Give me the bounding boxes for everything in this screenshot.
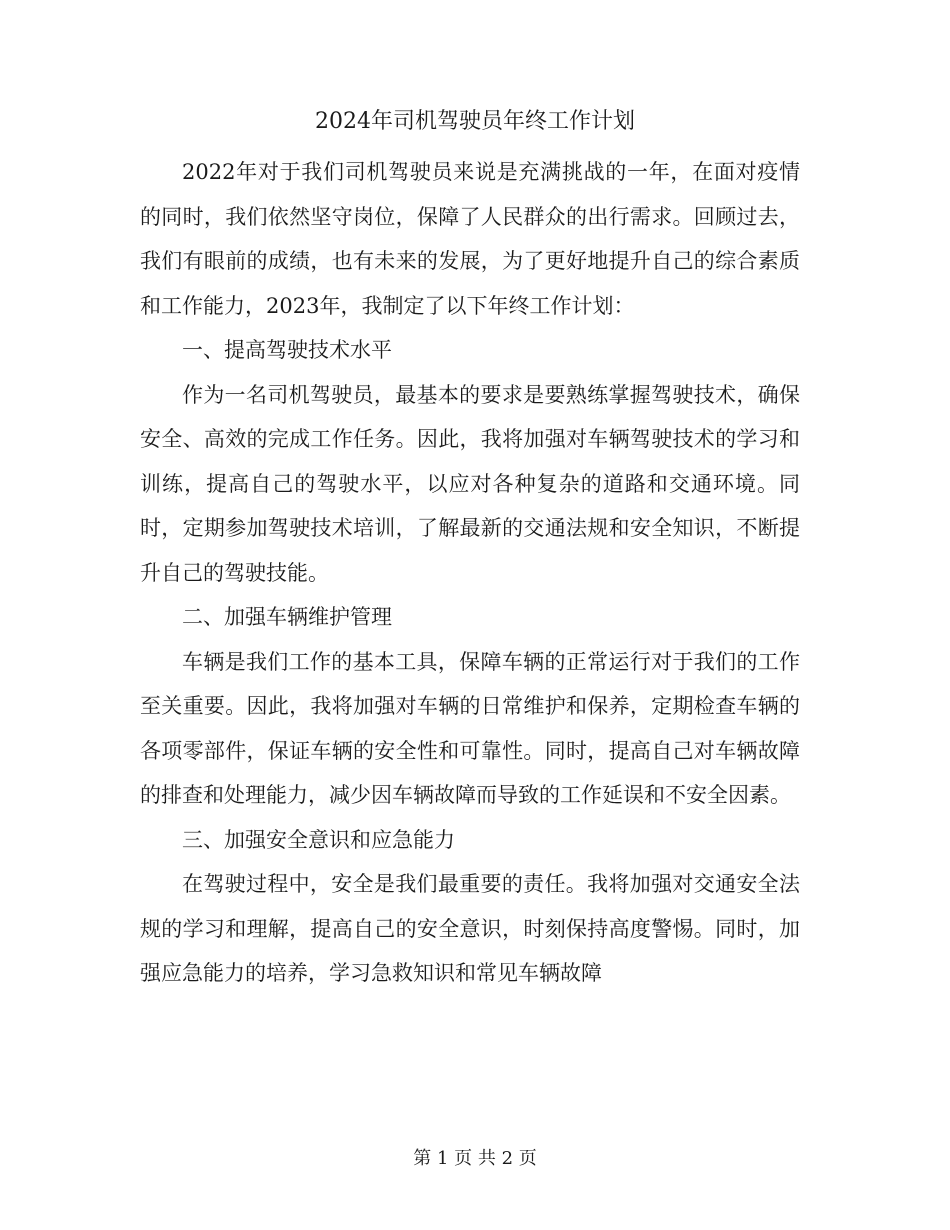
page-number-footer: 第 1 页 共 2 页 bbox=[413, 1148, 537, 1169]
document-body bbox=[140, 150, 800, 996]
intro-paragraph: 2022年对于我们司机驾驶员来说是充满挑战的一年，在面对疫情的同时，我们依然坚守岗位，保障了人民群众的出行需求。回顾过去，我们有眼前的成绩，也有未来的发展，为了更好地提升自己的综合素质和工作能力，2023年，我制定了以下年终工作计划： bbox=[140, 160, 800, 318]
section-3-paragraph: 在驾驶过程中，安全是我们最重要的责任。我将加强对交通安全法规的学习和理解，提高自己的安全意识，时刻保持高度警惕。同时，加强应急能力的培养，学习急救知识和常见车辆故障 bbox=[140, 872, 800, 985]
section-heading-3: 三、加强安全意识和应急能力 bbox=[182, 827, 455, 852]
section-heading-2: 二、加强车辆维护管理 bbox=[182, 605, 392, 629]
document-title: 2024年司机驾驶员年终工作计划 bbox=[315, 109, 635, 134]
section-heading-1: 一、提高驾驶技术水平 bbox=[182, 338, 392, 362]
section-2-paragraph: 车辆是我们工作的基本工具，保障车辆的正常运行对于我们的工作至关重要。因此，我将加强对车辆的日常维护和保养，定期检查车辆的各项零部件，保证车辆的安全性和可靠性。同时，提高自己对车辆故障的排查和处理能力，减少因车辆故障而导致的工作延误和不安全因素。 bbox=[140, 649, 800, 807]
section-1-paragraph: 作为一名司机驾驶员，最基本的要求是要熟练掌握驾驶技术，确保安全、高效的完成工作任务。因此，我将加强对车辆驾驶技术的学习和训练，提高自己的驾驶水平，以应对各种复杂的道路和交通环境。同时，定期参加驾驶技术培训，了解最新的交通法规和安全知识，不断提升自己的驾驶技能。 bbox=[140, 382, 800, 585]
